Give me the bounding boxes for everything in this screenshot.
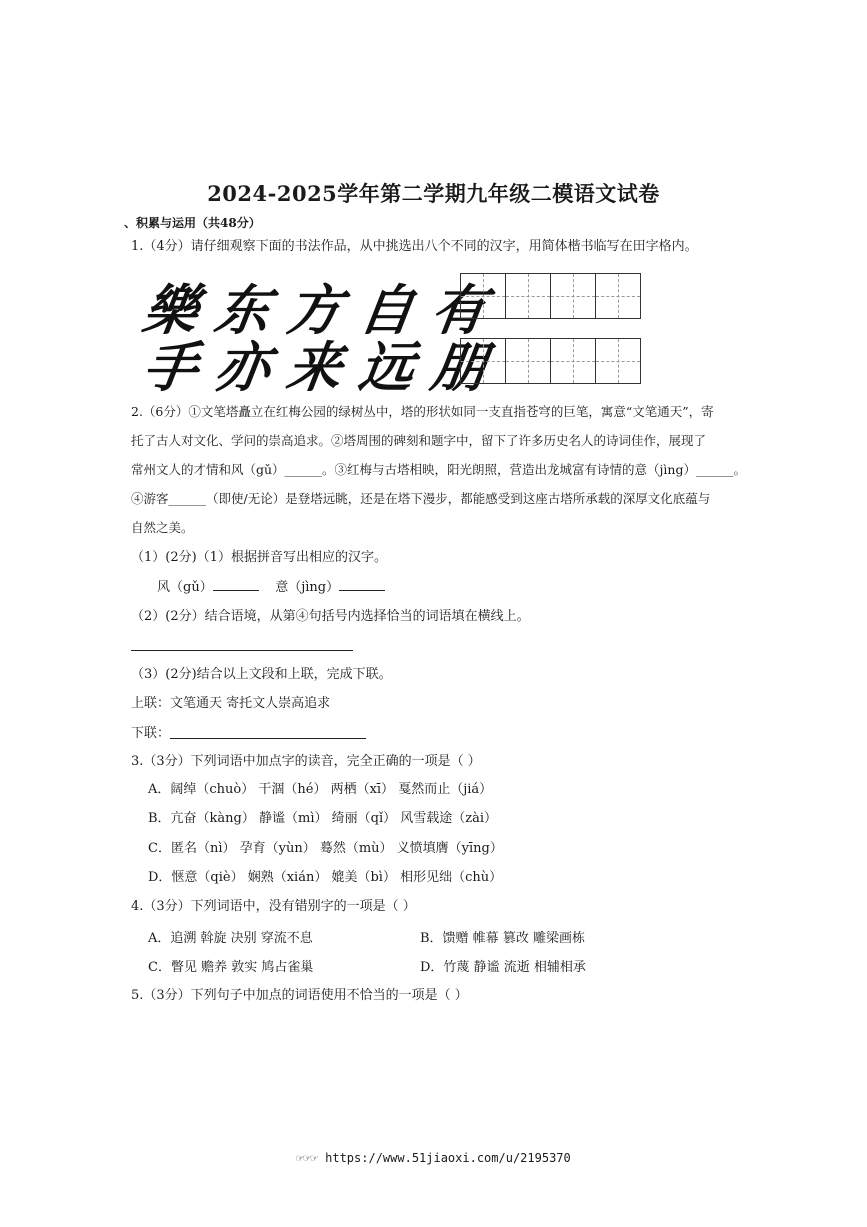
- question-5-text: 5.（3分）下列句子中加点的词语使用不恰当的一项是（ ）: [131, 988, 468, 1003]
- answer-blank[interactable]: [339, 578, 385, 591]
- section-heading: 、积累与运用（共48分）: [124, 216, 261, 230]
- calligraphy-row-2: [135, 325, 495, 402]
- question-4-option-b[interactable]: B．馈赠 帷幕 篡改 雕梁画栋: [420, 931, 585, 946]
- question-4-option-d[interactable]: D．竹蔑 静谧 流逝 相辅相承: [420, 960, 586, 975]
- question-1-text: 1.（4分）请仔细观察下面的书法作品，从中挑选出八个不同的汉字，用简体楷书临写在田字格内。: [131, 239, 698, 254]
- page-title: 2024-2025学年第二学期九年级二模语文试卷: [207, 181, 660, 206]
- question-2-line-2: 托了古人对文化、学问的崇高追求。②塔周围的碑刻和题字中，留下了许多历史名人的诗词佳作，展现了: [131, 433, 707, 448]
- calligraphy-char: 方: [283, 278, 347, 342]
- couplet-lower-answer-line[interactable]: [170, 738, 366, 739]
- calligraphy-char: 手: [139, 335, 203, 399]
- tianzige-cell[interactable]: [505, 338, 551, 384]
- question-4-option-c[interactable]: C．瞥见 赡养 敦实 鸠占雀巢: [148, 960, 314, 975]
- couplet-upper: 上联：文笔通天 寄托文人崇高追求: [131, 696, 331, 711]
- calligraphy-char: 樂: [139, 278, 203, 342]
- question-3-text: 3.（3分）下列词语中加点字的读音，完全正确的一项是（ ）: [131, 754, 481, 769]
- pinyin-item-jing: 意（jìng）: [275, 580, 340, 595]
- tianzige-cell[interactable]: [595, 273, 641, 319]
- tianzige-grid-row-2: [460, 338, 640, 384]
- calligraphy-char: 亦: [211, 335, 275, 399]
- question-3-option-c[interactable]: C．匿名（nì） 孕育（yùn） 蓦然（mù） 义愤填膺（yīng）: [148, 841, 503, 856]
- calligraphy-char: 有: [427, 278, 491, 342]
- tianzige-cell[interactable]: [460, 273, 506, 319]
- calligraphy-char: 东: [211, 278, 275, 342]
- couplet-lower-label: 下联：: [131, 726, 171, 741]
- tianzige-cell[interactable]: [550, 273, 596, 319]
- tianzige-cell[interactable]: [505, 273, 551, 319]
- tianzige-grid-row-1: [460, 273, 640, 319]
- question-3-option-b[interactable]: B．亢奋（kàng） 静谧（mì） 绮丽（qǐ） 风雪载途（zài）: [148, 811, 497, 826]
- question-2-line-1: 2.（6分）①文笔塔矗立在红梅公园的绿树丛中，塔的形状如同一支直指苍穹的巨笔，寓意“文笔通天”，寄: [131, 404, 714, 419]
- calligraphy-char: 远: [355, 335, 419, 399]
- question-4-option-a[interactable]: A．追溯 斡旋 决别 穿流不息: [148, 931, 313, 946]
- question-2-line-4: ④游客______（即使/无论）是登塔远眺，还是在塔下漫步，都能感受到这座古塔所承载的深厚文化底蕴与: [131, 491, 711, 506]
- question-2-sub-1-items: [157, 578, 385, 598]
- question-2-sub-2: （2）(2分）结合语境，从第④句括号内选择恰当的词语填在横线上。: [131, 609, 530, 624]
- question-2-sub-1: （1）(2分)（1）根据拼音写出相应的汉字。: [131, 550, 387, 565]
- answer-line[interactable]: [131, 650, 353, 651]
- question-2-line-3: 常州文人的才情和风（gǔ）______。③红梅与古塔相映，阳光朗照，营造出龙城富有诗情的意（jìng）______。: [131, 462, 746, 477]
- calligraphy-char: 自: [355, 278, 419, 342]
- pinyin-item-gu: 风（gǔ）: [157, 580, 213, 595]
- question-2-sub-3: （3）(2分)结合以上文段和上联，完成下联。: [131, 667, 392, 682]
- tianzige-cell[interactable]: [595, 338, 641, 384]
- question-3-option-a[interactable]: A．阔绰（chuò） 干涸（hé） 两栖（xī） 戛然而止（jiá）: [148, 782, 493, 797]
- calligraphy-char: 来: [283, 335, 347, 399]
- calligraphy-char: 朋: [427, 335, 491, 399]
- tianzige-cell[interactable]: [460, 338, 506, 384]
- question-2-line-5: 自然之美。: [131, 520, 194, 535]
- footer-url[interactable]: ☞☞☞ https://www.51jiaoxi.com/u/2195370: [296, 1151, 571, 1165]
- question-4-text: 4.（3分）下列词语中，没有错别字的一项是（ ）: [131, 899, 416, 914]
- tianzige-cell[interactable]: [550, 338, 596, 384]
- answer-blank[interactable]: [213, 578, 259, 591]
- question-3-option-d[interactable]: D．惬意（qiè） 娴熟（xián） 媲美（bì） 相形见绌（chù）: [148, 870, 503, 885]
